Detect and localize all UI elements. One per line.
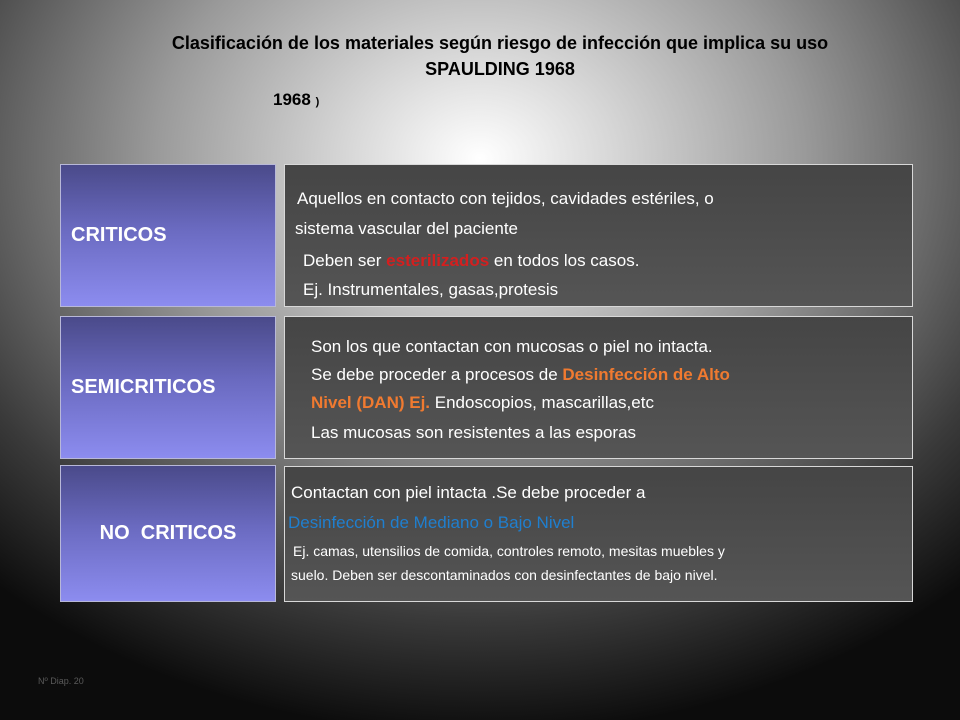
semicriticos-line-4: Las mucosas son resistentes a las esporas bbox=[311, 423, 637, 442]
category-label-text: CRITICOS bbox=[71, 224, 167, 246]
category-label-semicriticos bbox=[60, 316, 276, 459]
criticos-line-3 bbox=[303, 251, 639, 271]
esterilizados-highlight: esterilizados bbox=[386, 251, 490, 270]
criticos-line-4: Ej. Instrumentales, gasas,protesis bbox=[303, 280, 559, 299]
title-year-paren: ) bbox=[315, 96, 320, 108]
title-line-2: SPAULDING 1968 bbox=[425, 59, 575, 79]
semicriticos-line-1: Son los que contactan con mucosas o piel no intacta. bbox=[311, 337, 713, 356]
criticos-line-2: sistema vascular del paciente bbox=[295, 219, 519, 238]
slide-title bbox=[120, 30, 880, 82]
criticos-line-3-pre: Deben ser bbox=[303, 251, 387, 270]
criticos-line-1: Aquellos en contacto con tejidos, cavidades estériles, o bbox=[297, 189, 714, 208]
title-year bbox=[273, 90, 319, 110]
criticos-line-3-post: en todos los casos. bbox=[489, 251, 640, 270]
category-description-no-criticos bbox=[284, 466, 913, 602]
title-line-1: Clasificación de los materiales según riesgo de infección que implica su uso bbox=[171, 33, 829, 53]
dan-highlight-2: Nivel (DAN) Ej. bbox=[311, 393, 431, 412]
title-year-text: 1968 bbox=[273, 90, 311, 109]
no-criticos-line-3: Ej. camas, utensilios de comida, controles remoto, mesitas muebles y bbox=[293, 543, 725, 559]
category-label-criticos bbox=[60, 164, 276, 307]
semicriticos-line-2-pre: Se debe proceder a procesos de bbox=[311, 365, 563, 384]
semicriticos-line-2 bbox=[311, 365, 730, 385]
slide-number: Nº Diap. 20 bbox=[38, 676, 84, 686]
semicriticos-line-3 bbox=[311, 393, 654, 413]
category-label-text: SEMICRITICOS bbox=[71, 376, 216, 398]
mediano-bajo-highlight: Desinfección de Mediano o Bajo Nivel bbox=[288, 513, 575, 532]
no-criticos-line-4: suelo. Deben ser descontaminados con desinfectantes de bajo nivel. bbox=[291, 567, 718, 583]
category-label-text: NO CRITICOS bbox=[99, 522, 237, 544]
no-criticos-line-1: Contactan con piel intacta .Se debe proceder a bbox=[291, 483, 646, 502]
dan-highlight-1: Desinfección de Alto bbox=[562, 365, 730, 384]
semicriticos-line-3-post: Endoscopios, mascarillas,etc bbox=[430, 393, 654, 412]
category-description-semicriticos bbox=[284, 316, 913, 459]
category-description-criticos bbox=[284, 164, 913, 307]
category-label-no-criticos bbox=[60, 465, 276, 602]
